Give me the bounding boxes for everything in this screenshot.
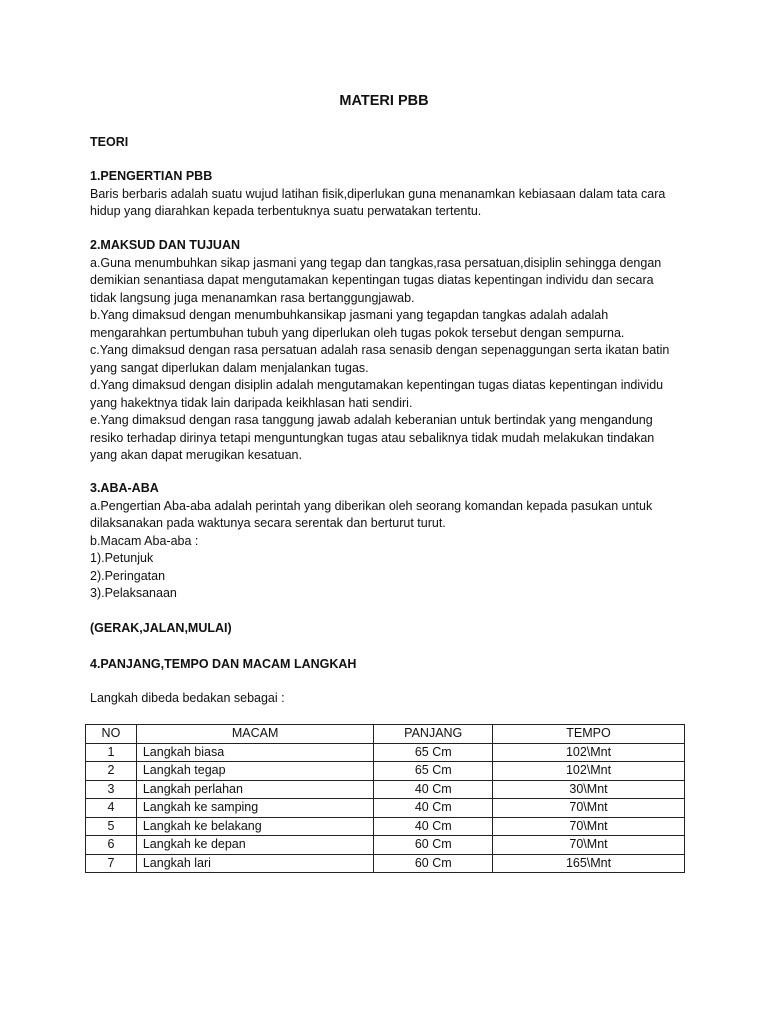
section-aba-aba — [90, 480, 690, 603]
cell-panjang: 65 Cm — [374, 743, 493, 762]
paragraph-line: yang hakektnya tidak lain daripada keikhlasan hati sendiri. — [90, 395, 413, 410]
section-heading: 1.PENGERTIAN PBB — [90, 169, 213, 183]
cell-tempo: 30\Mnt — [493, 780, 685, 799]
header-macam: MACAM — [136, 725, 374, 744]
table-header-row — [86, 725, 685, 744]
cell-macam: Langkah ke depan — [136, 836, 374, 855]
table-row — [86, 836, 685, 855]
cell-panjang: 65 Cm — [374, 762, 493, 781]
section-heading-langkah: 4.PANJANG,TEMPO DAN MACAM LANGKAH — [90, 657, 357, 671]
cell-panjang: 40 Cm — [374, 817, 493, 836]
cell-tempo: 70\Mnt — [493, 836, 685, 855]
list-item: 3).Pelaksanaan — [90, 586, 177, 600]
section-heading: 3.ABA-ABA — [90, 481, 159, 495]
cell-no: 6 — [86, 836, 137, 855]
cell-no: 7 — [86, 854, 137, 873]
paragraph-line: b.Macam Aba-aba : — [90, 533, 199, 548]
cell-macam: Langkah ke samping — [136, 799, 374, 818]
list-item: 2).Peringatan — [90, 568, 166, 583]
cell-macam: Langkah biasa — [136, 743, 374, 762]
table-row — [86, 762, 685, 781]
header-tempo: TEMPO — [493, 725, 685, 744]
cell-no: 5 — [86, 817, 137, 836]
table-row — [86, 799, 685, 818]
aba-aba-emphasis: (GERAK,JALAN,MULAI) — [90, 621, 232, 635]
table-row — [86, 817, 685, 836]
cell-macam: Langkah ke belakang — [136, 817, 374, 836]
table-row — [86, 854, 685, 873]
teori-heading: TEORI — [90, 135, 129, 149]
paragraph-line: hidup yang diarahkan kepada terbentuknya suatu perwatakan tertentu. — [90, 204, 482, 218]
section-maksud-tujuan — [90, 237, 690, 465]
paragraph-line: e.Yang dimaksud dengan rasa tanggung jawab adalah keberanian untuk bertindak yang mengandung — [90, 413, 653, 427]
list-item: 1).Petunjuk — [90, 551, 154, 565]
cell-macam: Langkah perlahan — [136, 780, 374, 799]
cell-panjang: 60 Cm — [374, 836, 493, 855]
section-pengertian — [90, 168, 690, 221]
cell-panjang: 40 Cm — [374, 780, 493, 799]
cell-tempo: 102\Mnt — [493, 743, 685, 762]
cell-tempo: 70\Mnt — [493, 817, 685, 836]
paragraph-line: yang akan dapat merugikan kesatuan. — [90, 448, 302, 462]
cell-no: 3 — [86, 780, 137, 799]
cell-tempo: 102\Mnt — [493, 762, 685, 781]
cell-macam: Langkah lari — [136, 854, 374, 873]
paragraph-line: mengarahkan pertumbuhan tubuh yang diperlukan oleh tugas pokok tersebut dengan sempurna. — [90, 325, 625, 340]
paragraph-line: d.Yang dimaksud dengan disiplin adalah mengutamakan kepentingan tugas diatas kepentingan individu — [90, 378, 664, 392]
section-heading: 2.MAKSUD DAN TUJUAN — [90, 238, 241, 252]
cell-macam: Langkah tegap — [136, 762, 374, 781]
paragraph-line: b.Yang dimaksud dengan menumbuhkansikap jasmani yang tegapdan tangkas adalah adalah — [90, 308, 609, 322]
paragraph-line: demikian senantiasa dapat mengutamakan kepentingan tugas diatas kepentingan individu dan secara — [90, 273, 654, 287]
paragraph-line: tidak langsung juga menanamkan rasa bertanggungjawab. — [90, 290, 415, 305]
cell-panjang: 60 Cm — [374, 854, 493, 873]
paragraph-line: a.Pengertian Aba-aba adalah perintah yang diberikan oleh seorang komandan kepada pasukan untuk — [90, 498, 653, 513]
paragraph-line: dilaksanakan pada waktunya secara serentak dan berturut turut. — [90, 516, 446, 530]
paragraph-line: yang sangat diperlukan dalam menjalankan tugas. — [90, 360, 369, 375]
header-panjang: PANJANG — [374, 725, 493, 744]
langkah-table — [85, 724, 685, 873]
paragraph-line: resiko terhadap dirinya tetapi menguntungkan tugas atau sebaliknya tidak mudah melakukan tindakan — [90, 430, 655, 445]
table-row — [86, 743, 685, 762]
cell-no: 1 — [86, 743, 137, 762]
cell-no: 4 — [86, 799, 137, 818]
paragraph-line: Baris berbaris adalah suatu wujud latihan fisik,diperlukan guna menanamkan kebiasaan dalam tata cara — [90, 186, 666, 201]
paragraph-line: c.Yang dimaksud dengan rasa persatuan adalah rasa senasib dengan sepenaggungan serta ikatan batin — [90, 343, 670, 357]
table-intro: Langkah dibeda bedakan sebagai : — [90, 691, 285, 705]
cell-tempo: 70\Mnt — [493, 799, 685, 818]
table-row — [86, 780, 685, 799]
header-no: NO — [86, 725, 137, 744]
cell-no: 2 — [86, 762, 137, 781]
cell-tempo: 165\Mnt — [493, 854, 685, 873]
cell-panjang: 40 Cm — [374, 799, 493, 818]
paragraph-line: a.Guna menumbuhkan sikap jasmani yang tegap dan tangkas,rasa persatuan,disiplin sehingga dengan — [90, 255, 662, 270]
document-title: MATERI PBB — [339, 93, 429, 109]
